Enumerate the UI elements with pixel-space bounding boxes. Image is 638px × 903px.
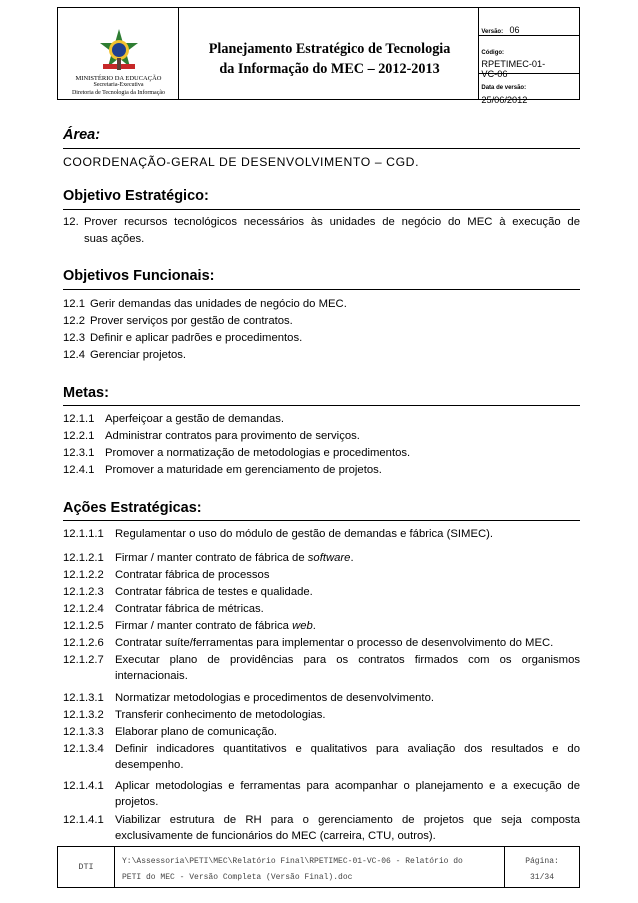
date-label: Data de versão: bbox=[481, 85, 527, 91]
item-text-part: Firmar / manter contrato de fábrica de bbox=[115, 552, 308, 564]
item-text: Elaborar plano de comunicação. bbox=[115, 726, 278, 738]
version-cell bbox=[479, 8, 579, 36]
directorate-name: Diretoria de Tecnologia da Informação bbox=[71, 90, 166, 96]
document-title-line2: da Informação do MEC – 2012-2013 bbox=[219, 61, 440, 77]
item-text-emphasis: software bbox=[307, 552, 351, 564]
item-number: 12.1.1.1 bbox=[63, 528, 104, 540]
item-number: 12.1.4.1 bbox=[63, 814, 104, 826]
item-text: Contratar fábrica de testes e qualidade. bbox=[115, 586, 313, 598]
item-number: 12.1.4.1 bbox=[63, 780, 104, 792]
item-text-line2: exclusivamente de funcionários do MEC (carreira, CTU, outros). bbox=[115, 830, 436, 842]
item-number: 12.4.1 bbox=[63, 464, 95, 476]
item-text: Prover serviços por gestão de contratos. bbox=[90, 315, 293, 327]
item-number: 12.3 bbox=[63, 332, 85, 344]
file-path-line1: Y:\Assessoria\PETI\MEC\Relatório Final\RPETIMEC-01-VC-06 - Relatório do bbox=[122, 857, 463, 866]
item-number: 12.1.2.2 bbox=[63, 569, 104, 581]
item-number: 12.1.2.5 bbox=[63, 620, 104, 632]
item-number: 12.1.3.4 bbox=[63, 743, 104, 755]
area-value: COORDENAÇÃO-GERAL DE DESENVOLVIMENTO – CGD. bbox=[63, 155, 420, 169]
item-text-line2: projetos. bbox=[115, 796, 159, 808]
objetivo-estrategico-divider bbox=[63, 209, 580, 210]
item-text: Gerenciar projetos. bbox=[90, 349, 187, 361]
item-number: 12.1.3.3 bbox=[63, 726, 104, 738]
item-text: Promover a normatização de metodologias e procedimentos. bbox=[105, 447, 411, 459]
item-text: Definir e aplicar padrões e procedimentos. bbox=[90, 332, 303, 344]
item-text bbox=[115, 550, 354, 566]
objetivo-estrategico-heading: Objetivo Estratégico: bbox=[63, 188, 209, 204]
area-heading: Área: bbox=[63, 127, 101, 143]
code-value-line2: VC-06 bbox=[481, 69, 508, 79]
item-text: Administrar contratos para provimento de serviços. bbox=[105, 430, 360, 442]
item-text-emphasis: web bbox=[292, 620, 313, 632]
code-cell bbox=[479, 36, 579, 79]
item-text-line1: Viabilizar estrutura de RH para o gerenciamento de projetos que seja composta bbox=[115, 814, 580, 826]
item-text-line1: Aplicar metodologias e ferramentas para acompanhar o planejamento e a execução de bbox=[115, 780, 580, 792]
footer-unit: DTI bbox=[58, 847, 115, 887]
item-text: Normatizar metodologias e procedimentos de desenvolvimento. bbox=[115, 692, 434, 704]
date-cell bbox=[479, 74, 579, 105]
objetivo-line2: suas ações. bbox=[84, 233, 145, 245]
item-text bbox=[115, 618, 316, 634]
item-text-part: . bbox=[312, 620, 316, 632]
item-number: 12.2.1 bbox=[63, 430, 95, 442]
acoes-estrategicas-divider bbox=[63, 520, 580, 521]
code-value-line1: RPETIMEC-01- bbox=[481, 59, 546, 69]
item-text-part: . bbox=[350, 552, 354, 564]
document-header bbox=[57, 7, 580, 105]
item-number: 12.1.2.6 bbox=[63, 637, 104, 649]
item-text-line1: Executar plano de providências para os contratos firmados com os organismos bbox=[115, 654, 580, 666]
item-text-line1: Definir indicadores quantitativos e qualitativos para avaliação dos resultados e do bbox=[115, 743, 580, 755]
header-meta-cell bbox=[479, 8, 579, 105]
metas-heading: Metas: bbox=[63, 385, 109, 401]
objetivos-funcionais-divider bbox=[63, 289, 580, 290]
item-number: 12.3.1 bbox=[63, 447, 95, 459]
item-number: 12.1.1 bbox=[63, 413, 95, 425]
area-divider bbox=[63, 148, 580, 149]
code-label: Código: bbox=[481, 50, 505, 56]
item-text: Aperfeiçoar a gestão de demandas. bbox=[105, 413, 284, 425]
file-path-line2: PETI do MEC - Versão Completa (Versão Final).doc bbox=[122, 873, 353, 882]
secretariat-name: Secretaria-Executiva bbox=[93, 82, 144, 88]
brasao-coat-of-arms-icon bbox=[99, 28, 139, 72]
document-title-line1: Planejamento Estratégico de Tecnologia bbox=[208, 41, 451, 57]
objetivo-number: 12. bbox=[63, 216, 79, 228]
item-text: Contratar fábrica de métricas. bbox=[115, 603, 264, 615]
footer-page bbox=[505, 847, 579, 887]
item-text: Promover a maturidade em gerenciamento de projetos. bbox=[105, 464, 382, 476]
item-number: 12.4 bbox=[63, 349, 85, 361]
item-number: 12.1.3.1 bbox=[63, 692, 104, 704]
item-number: 12.1 bbox=[63, 298, 85, 310]
item-text-line2: desempenho. bbox=[115, 759, 184, 771]
metas-divider bbox=[63, 405, 580, 406]
item-text: Contratar suíte/ferramentas para implementar o processo de desenvolvimento do MEC. bbox=[115, 637, 554, 649]
item-number: 12.1.3.2 bbox=[63, 709, 104, 721]
footer-file-path bbox=[115, 847, 505, 887]
item-number: 12.1.2.7 bbox=[63, 654, 104, 666]
objetivos-funcionais-heading: Objetivos Funcionais: bbox=[63, 268, 215, 284]
acoes-estrategicas-heading: Ações Estratégicas: bbox=[63, 500, 202, 516]
item-text: Contratar fábrica de processos bbox=[115, 569, 270, 581]
version-label: Versão: bbox=[481, 29, 504, 35]
objetivo-line1: Prover recursos tecnológicos necessários às unidades de negócio do MEC à execução de bbox=[84, 216, 580, 228]
item-text: Transferir conhecimento de metodologias. bbox=[115, 709, 326, 721]
item-number: 12.1.2.1 bbox=[63, 552, 104, 564]
item-number: 12.1.2.4 bbox=[63, 603, 104, 615]
page-label: Página: bbox=[525, 857, 559, 866]
item-text-line2: internacionais. bbox=[115, 670, 188, 682]
ministry-name: MINISTÉRIO DA EDUCAÇÃO bbox=[75, 75, 162, 82]
item-number: 12.1.2.3 bbox=[63, 586, 104, 598]
item-text: Gerir demandas das unidades de negócio do MEC. bbox=[90, 298, 347, 310]
date-value: 25/06/2012 bbox=[481, 95, 528, 105]
version-value: 06 bbox=[509, 25, 520, 35]
header-logo-cell bbox=[58, 8, 179, 99]
item-number: 12.2 bbox=[63, 315, 85, 327]
header-title-cell bbox=[179, 8, 480, 99]
document-footer bbox=[57, 846, 580, 888]
page-number: 31/34 bbox=[529, 873, 554, 882]
item-text-part: Firmar / manter contrato de fábrica bbox=[115, 620, 293, 632]
objetivo-estrategico-item bbox=[63, 214, 580, 246]
item-text: Regulamentar o uso do módulo de gestão de demandas e fábrica (SIMEC). bbox=[115, 528, 494, 540]
